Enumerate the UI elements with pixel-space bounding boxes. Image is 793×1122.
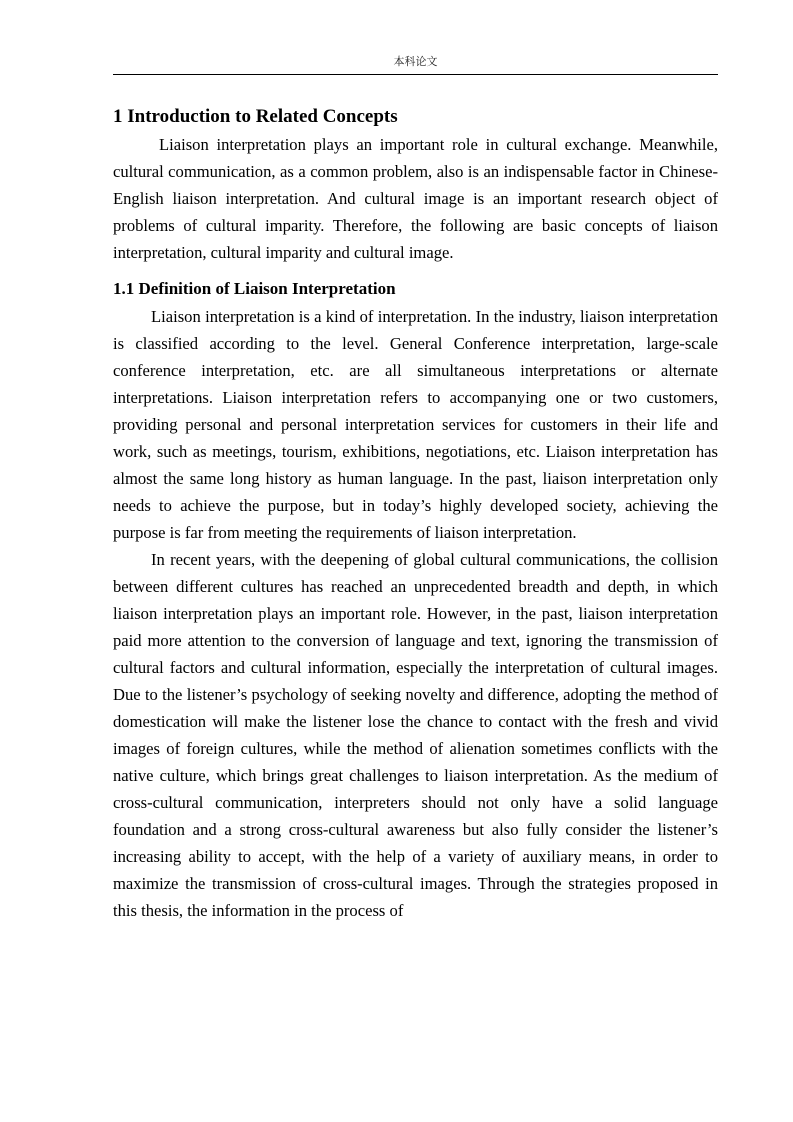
document-body [113,103,718,924]
section-title: 1 Introduction to Related Concepts [113,106,398,127]
body-paragraph: In recent years, with the deepening of global cultural communications, the collision between different cultures has reached an unprecedented breadth and depth, in which liaison interpretation plays an important role. However, in the past, liaison interpretation paid more attention to the conversion of language and text, ignoring the transmission of cultural factors and cultural information, especially the interpretation of cultural images. Due to the listener’s psychology of seeking novelty and difference, adopting the method of domestication will make the listener lose the chance to contact with the fresh and vivid images of foreign cultures, while the method of alienation sometimes conflicts with the native culture, which brings great challenges to liaison interpretation. As the medium of cross-cultural communication, interpreters should not only have a solid language foundation and a strong cross-cultural awareness but also fully consider the listener’s increasing ability to accept, with the help of a variety of auxiliary means, in order to maximize the transmission of cross-cultural images. Through the strategies proposed in this thesis, the information in the process of [113,550,718,920]
body-paragraph: Liaison interpretation is a kind of interpretation. In the industry, liaison interpretation is classified according to the level. General Conference interpretation, large-scale conference interpretation, etc. are all simultaneous interpretations or alternate interpretations. Liaison interpretation refers to accompanying one or two customers, providing personal and personal interpretation services for customers in their life and work, such as meetings, tourism, exhibitions, negotiations, etc. Liaison interpretation has almost the same long history as human language. In the past, liaison interpretation only needs to achieve the purpose, but in today’s highly developed society, achieving the purpose is far from meeting the requirements of liaison interpretation. [113,307,718,542]
page-header [113,52,718,75]
running-title: 本科论文 [393,56,438,68]
subsection-title: 1.1 Definition of Liaison Interpretation [113,279,396,298]
intro-paragraph: Liaison interpretation plays an important role in cultural exchange. Meanwhile, cultural communication, as a common problem, also is an indispensable factor in Chinese-English liaison interpretation. And cultural image is an important research object of problems of cultural imparity. Therefore, the following are basic concepts of liaison interpretation, cultural imparity and cultural image. [113,135,718,262]
